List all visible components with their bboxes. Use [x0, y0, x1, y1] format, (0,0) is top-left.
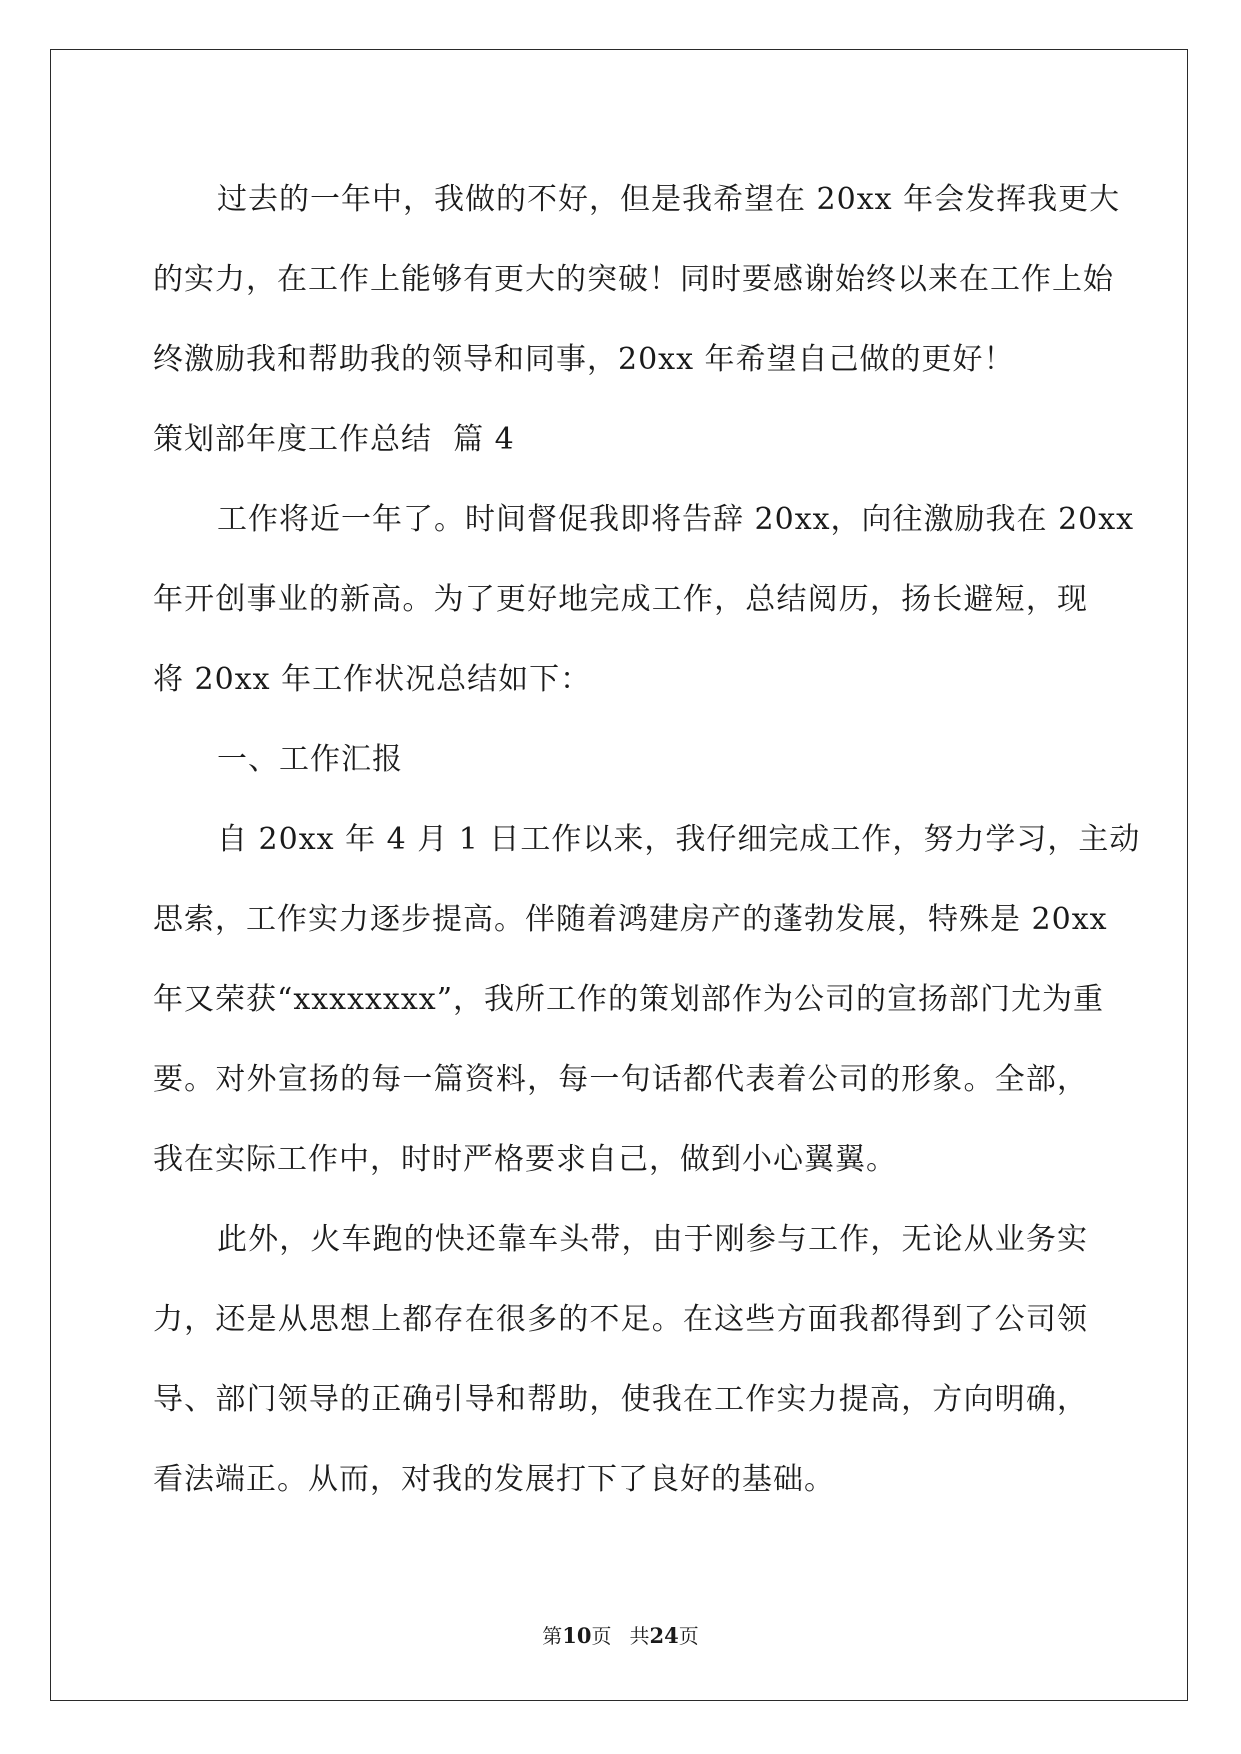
- current-page-number: 10: [562, 1623, 592, 1648]
- document-body: [153, 160, 1141, 1520]
- paragraph-line: 看法端正。从而，对我的发展打下了良好的基础。: [153, 1462, 835, 1497]
- paragraph-line: 年开创事业的新高。为了更好地完成工作，总结阅历，扬长避短，现: [153, 582, 1088, 617]
- paragraph-line: 终激励我和帮助我的领导和同事，20xx 年希望自己做的更好！: [153, 342, 1015, 377]
- paragraph-line: 此外，火车跑的快还靠车头带，由于刚参与工作，无论从业务实: [217, 1222, 1088, 1257]
- paragraph-line: 自 20xx 年 4 月 1 日工作以来，我仔细完成工作，努力学习，主动: [217, 822, 1141, 857]
- paragraph-line: 导、部门领导的正确引导和帮助，使我在工作实力提高，方向明确，: [153, 1382, 1088, 1417]
- footer-total-prefix: 共: [629, 1624, 650, 1648]
- total-pages-number: 24: [649, 1623, 679, 1648]
- paragraph-line: 要。对外宣扬的每一篇资料，每一句话都代表着公司的形象。全部，: [153, 1062, 1088, 1097]
- paragraph-line: 工作将近一年了。时间督促我即将告辞 20xx，向往激励我在 20xx: [217, 502, 1135, 537]
- paragraph-line: 力，还是从思想上都存在很多的不足。在这些方面我都得到了公司领: [153, 1302, 1088, 1337]
- paragraph-line: 思索，工作实力逐步提高。伴随着鸿建房产的蓬勃发展，特殊是 20xx: [153, 902, 1108, 937]
- subsection-title: 一、工作汇报: [217, 742, 403, 777]
- footer-page-label: 页: [591, 1624, 612, 1648]
- section-heading: 策划部年度工作总结 篇 4: [153, 422, 515, 457]
- paragraph-line: 过去的一年中，我做的不好，但是我希望在 20xx 年会发挥我更大: [217, 182, 1121, 217]
- paragraph-line: 我在实际工作中，时时严格要求自己，做到小心翼翼。: [153, 1142, 897, 1177]
- footer-prefix: 第: [542, 1624, 563, 1648]
- paragraph-line: 的实力，在工作上能够有更大的突破！同时要感谢始终以来在工作上始: [153, 262, 1114, 297]
- footer-suffix: 页: [678, 1624, 699, 1648]
- paragraph-line: 将 20xx 年工作状况总结如下：: [153, 662, 592, 697]
- paragraph-line: 年又荣获“xxxxxxxx”，我所工作的策划部作为公司的宣扬部门尤为重: [153, 982, 1105, 1017]
- page-footer: [0, 1622, 1241, 1650]
